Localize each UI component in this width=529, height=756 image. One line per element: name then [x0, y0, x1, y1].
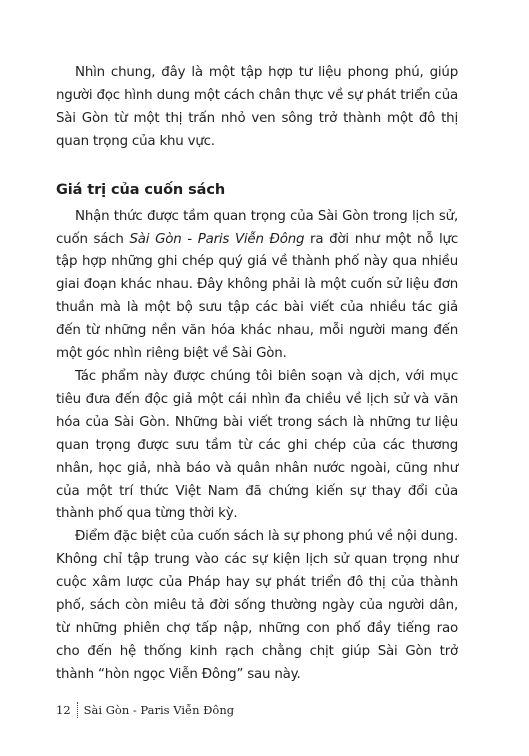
page-footer — [56, 702, 234, 718]
section-heading: Giá trị của cuốn sách — [56, 181, 226, 198]
page-body — [56, 62, 458, 687]
paragraph-3: Điểm đặc biệt của cuốn sách là sự phong phú về nội dung. Không chỉ tập trung vào các sự kiện lịch sử quan trọng như cuộc xâm lược của Pháp hay sự phát triển đô thị của thành phố, sách còn miêu tả đời sống thường ngày của người dân, từ những phiên chợ tấp nập, những con phố đầy tiếng rao cho đến hệ thống kinh rạch chằng chịt giúp Sài Gòn trở thành “hòn ngọc Viễn Đông” sau này. — [56, 529, 458, 682]
paragraph-1-start: Nhận thức được tầm quan trọng của Sài Gòn trong lịch sử, cuốn sách — [56, 208, 458, 247]
intro-paragraph: Nhìn chung, đây là một tập hợp tư liệu phong phú, giúp người đọc hình dung một cách chân thực về sự phát triển của Sài Gòn từ một thị trấn nhỏ ven sông trở thành một đô thị quan trọng của khu vực. — [56, 65, 458, 149]
running-title: Sài Gòn - Paris Viễn Đông — [83, 703, 235, 717]
page-number: 12 — [56, 703, 71, 717]
paragraph-1 — [56, 206, 458, 366]
paragraph-2: Tác phẩm này được chúng tôi biên soạn và dịch, với mục tiêu đưa đến độc giả một cái nhìn đa chiều về lịch sử và văn hóa của Sài Gòn. Những bài viết trong sách là những tư liệu quan trọng được sưu tầm từ các ghi chép của các thương nhân, học giả, nhà báo và quân nhân nước ngoài, cũng như của một trí thức Việt Nam đã chứng kiến sự thay đổi của thành phố qua từng thời kỳ. — [56, 368, 458, 522]
footer-divider — [77, 702, 78, 718]
book-title-inline: Sài Gòn - Paris Viễn Đông — [129, 231, 305, 247]
paragraph-1-end: ra đời như một nỗ lực tập hợp những ghi chép quý giá về thành phố này qua nhiều giai đoạn khác nhau. Đây không phải là một cuốn sử liệu đơn thuần mà là một bộ sưu tập các bài viết của nhiều tác giả đến từ những nền văn hóa khác nhau, mỗi người mang đến một góc nhìn riêng biệt về Sài Gòn. — [56, 231, 458, 362]
